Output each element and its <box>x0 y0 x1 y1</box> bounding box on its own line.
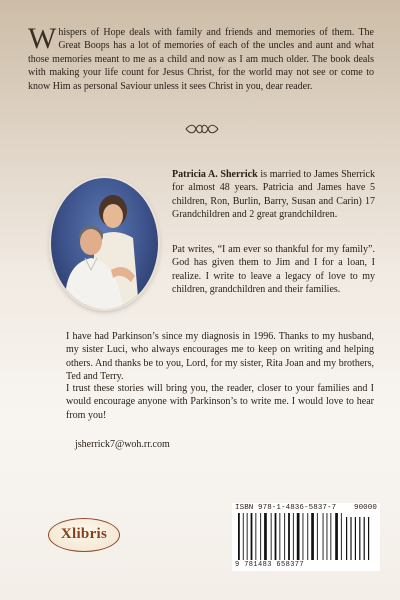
publisher-name: Xlibris <box>60 526 108 542</box>
barcode-number: 9 781483 658377 <box>235 561 305 569</box>
author-bio-paragraph-1 <box>172 168 375 222</box>
barcode-bars <box>236 513 376 560</box>
blurb-text: hispers of Hope deals with family and friends and memories of them. The Great Boops has a lot of memories of each of the uncles and aunt and what those memories meant to me as a child and now as I am much older. The book deals with making your life count for Jesus Christ, for the world may not see or come to know Him as personal Saviour unless it sees Christ in you, dear reader. <box>28 27 374 92</box>
publisher-logo <box>48 518 120 552</box>
drop-cap: W <box>28 22 57 55</box>
price-code: 90000 <box>353 504 377 512</box>
isbn-text: ISBN 978-1-4836-5837-7 <box>235 504 337 512</box>
back-cover-blurb <box>28 22 374 93</box>
scroll-flourish-icon <box>184 124 220 134</box>
isbn-label-row <box>235 504 377 512</box>
author-email: jsherrick7@woh.rr.com <box>75 439 170 450</box>
author-bio-1-text: is married to James Sherrick for almost 48 years. Patricia and James have 5 children, Ron, Burlin, Barry, Susan and Carin) 17 Grandchildren and 2 great grandchildren. <box>172 169 375 221</box>
author-bio-paragraph-4: I trust these stories will bring you, the reader, closer to your families and I would encourage anyone with Parkinson’s to write me. I would love to hear from you! <box>66 383 374 421</box>
author-photo <box>51 178 158 309</box>
isbn-barcode <box>232 503 380 571</box>
author-name: Patricia A. Sherrick <box>172 169 258 180</box>
author-bio-paragraph-3: I have had Parkinson’s since my diagnosis in 1996. Thanks to my husband, my sister Luci, who always encourages me to keep on writing and helping others. And thanks be to you, Lord, for my sister, Rita Joan and my brothers, Ted and Terry. <box>66 331 374 383</box>
author-bio-paragraph-2: Pat writes, “I am ever so thankful for my family”. God has given them to Jim and I for a loan, I realize. I write to leave a legacy of love to my children, grandchildren and their families. <box>172 244 375 296</box>
